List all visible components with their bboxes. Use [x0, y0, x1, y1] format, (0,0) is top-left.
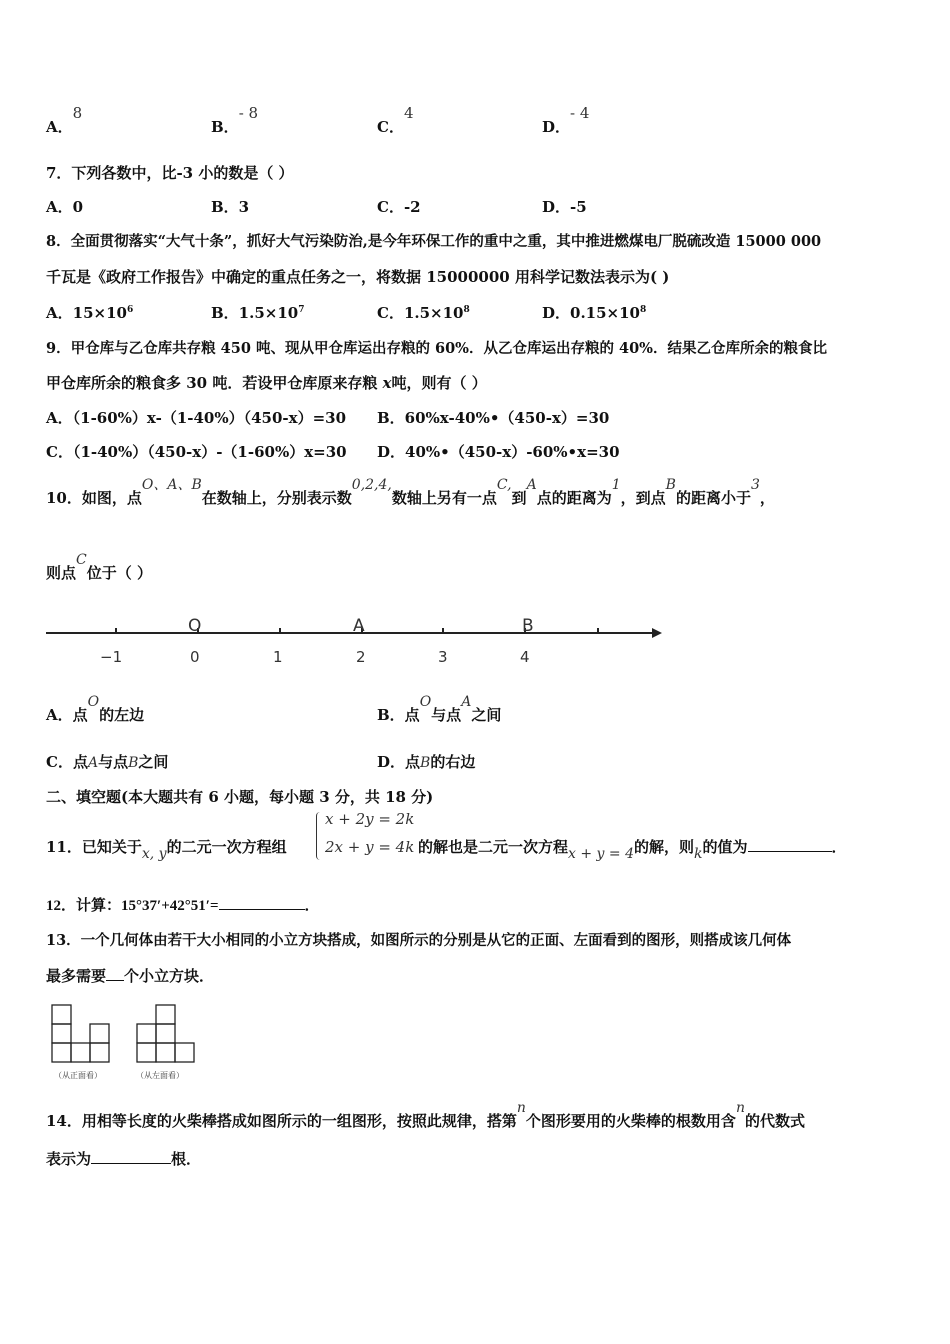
cube-square: [156, 1005, 175, 1024]
q13-answer-blank[interactable]: [106, 980, 124, 981]
q8-option-a-exp: 6: [126, 305, 134, 315]
cube-square: [137, 1024, 156, 1043]
cube-square: [52, 1005, 71, 1024]
number-line-figure: [40, 610, 670, 672]
section-2-heading: 二、填空题(本大题共有 6 小题，每小题 3 分，共 18 分): [46, 788, 434, 806]
q8-option-b-exp: 7: [298, 305, 305, 315]
cube-square: [71, 1043, 90, 1062]
q13-l2b: 个小立方块．: [124, 967, 215, 985]
q6-option-a: [46, 104, 83, 137]
q7-option-c: C．-2: [377, 198, 421, 216]
q6-option-b-value: - 8: [238, 104, 259, 122]
cube-square: [175, 1043, 194, 1062]
cube-square: [90, 1043, 109, 1062]
q10-option-c-c: 之间: [138, 753, 169, 771]
q9-option-a: A．（1-60%）x-（1-40%）（450-x）=30: [46, 409, 347, 427]
q14-m2: n: [735, 1100, 745, 1116]
q10-option-a: [46, 694, 145, 725]
q11-t5: 的值为: [702, 838, 748, 856]
q11-stem-part1: [46, 836, 287, 862]
q8-option-c: [377, 302, 470, 323]
q12-text: 12．计算：15°37′+42°51′=: [46, 898, 219, 914]
q8-option-d-label: D．0.15×10: [542, 304, 640, 322]
q10-m1: O、A、B: [141, 477, 202, 493]
q14-stem-line2: [46, 1148, 201, 1169]
q10-l2m: C: [76, 552, 87, 568]
q13-l2a: 最多需要: [46, 967, 107, 985]
q6-option-b-label: B．: [211, 118, 239, 136]
tick-label: 1: [273, 648, 283, 666]
q10-m6: B: [665, 477, 676, 493]
q10-t7: 的距离小于: [675, 489, 751, 507]
q10-option-a-b: 的左边: [99, 706, 145, 724]
q7-option-b: B．3: [211, 198, 250, 216]
q12-end: ．: [304, 898, 320, 914]
q9-stem-line2: [46, 372, 487, 393]
q10-option-a-a: A．点: [46, 706, 88, 724]
q8-option-a: [46, 302, 133, 323]
left-view: [137, 1005, 194, 1062]
q13-stem-line1: 13．一个几何体由若干大小相同的小立方块搭成，如图所示的分别是从它的正面、左面看到的图形，则搭成该几何体: [46, 932, 792, 949]
q10-option-c-m1: A: [87, 755, 99, 771]
q11-t3: 的解也是二元一次方程: [418, 838, 569, 856]
q14-stem-line1: [46, 1100, 805, 1131]
q9-option-d: D．40%•（450-x）-60%•x=30: [377, 443, 620, 461]
tick-label: 0: [190, 648, 200, 666]
q10-option-d-b: 的右边: [430, 753, 476, 771]
q9-option-b: B．60%x-40%•（450-x）=30: [377, 409, 610, 427]
cube-views-figure: [44, 1000, 204, 1084]
point-b-label: B: [522, 616, 534, 636]
q9-stem-line2-b: 吨，则有（ ）: [391, 374, 487, 392]
q10-option-d-m: B: [420, 755, 431, 771]
q7-option-d: D．-5: [542, 198, 587, 216]
cube-square: [137, 1043, 156, 1062]
q9-stem-line1: 9．甲仓库与乙仓库共存粮 450 吨、现从甲仓库运出存粮的 60%．从乙仓库运出存粮的 40%．结果乙仓库所余的粮食比: [46, 340, 827, 357]
q8-option-a-label: A．15×10: [46, 304, 127, 322]
q8-option-d: [542, 302, 646, 323]
q10-option-d: [377, 751, 475, 772]
q14-answer-blank[interactable]: [91, 1163, 171, 1164]
q7-option-a: A．0: [46, 198, 84, 216]
tick-label: 3: [438, 648, 448, 666]
q10-option-b-m2: A: [461, 694, 472, 710]
q10-option-b: [377, 694, 502, 725]
q14-l2a: 表示为: [46, 1150, 92, 1168]
q11-t4: 的解，则: [634, 838, 695, 856]
q9-option-c: C．（1-40%）（450-x）-（1-60%）x=30: [46, 443, 347, 461]
tick-label: 2: [356, 648, 366, 666]
front-view: [52, 1005, 109, 1062]
q11-eq2: 2x + y = 4k: [325, 838, 415, 856]
q10-option-c-b: 与点: [98, 753, 129, 771]
q6-option-d: [542, 104, 590, 137]
q10-option-b-a: B．点: [377, 706, 420, 724]
cube-square: [52, 1024, 71, 1043]
q10-stem-line2: [46, 552, 152, 583]
q10-t5: 点的距离为: [536, 489, 612, 507]
q11-m2: x + y = 4: [568, 846, 634, 862]
q14-t3: 的代数式: [744, 1112, 805, 1130]
q13-stem-line2: [46, 965, 214, 986]
cube-square: [52, 1043, 71, 1062]
q9-stem-line2-a: 甲仓库所余的粮食多 30 吨．若设甲仓库原来存粮: [46, 374, 383, 392]
q8-option-c-label: C．1.5×10: [377, 304, 464, 322]
cube-square: [156, 1043, 175, 1062]
q10-t4: 到: [511, 489, 527, 507]
cube-square: [90, 1024, 109, 1043]
q10-t1: 10．如图，点: [46, 489, 142, 507]
point-o-label: O: [188, 616, 202, 636]
q10-m3: C,: [496, 477, 512, 493]
q11-answer-blank[interactable]: [748, 851, 832, 852]
q11-eq1: x + 2y = 2k: [325, 810, 415, 828]
q11-t1: 11．已知关于: [46, 838, 142, 856]
q10-t2: 在数轴上，分别表示数: [201, 489, 352, 507]
q11-m3: k: [694, 846, 703, 862]
q8-option-c-exp: 8: [463, 305, 470, 315]
q8-option-b-label: B．1.5×10: [211, 304, 299, 322]
q6-option-d-value: - 4: [570, 104, 590, 122]
q10-t3: 数轴上另有一点: [391, 489, 497, 507]
q11-m1: x, y: [141, 846, 167, 862]
q11-brace: [316, 812, 320, 860]
q12-stem: [46, 894, 320, 915]
tick-label: −1: [100, 648, 123, 666]
q10-m2: 0,2,4,: [351, 477, 392, 493]
q6-option-c: [377, 104, 414, 137]
q10-l2b: 位于（ ）: [86, 564, 152, 582]
tick-label: 4: [520, 648, 530, 666]
q14-l2b: 根．: [171, 1150, 202, 1168]
q8-stem-line1: 8．全面贯彻落实“大气十条”，抓好大气污染防治,是今年环保工作的重中之重，其中推进燃煤电厂脱硫改造 15000 000: [46, 233, 822, 250]
q10-option-b-b: 与点: [431, 706, 462, 724]
q6-option-c-label: C．: [377, 118, 404, 136]
q14-m1: n: [516, 1100, 526, 1116]
q12-answer-blank[interactable]: [219, 909, 305, 910]
q10-m5: 1: [611, 477, 621, 493]
q11-t2: 的二元一次方程组: [166, 838, 287, 856]
q14-t2: 个图形要用的火柴棒的根数用含: [525, 1112, 736, 1130]
q7-stem: 7．下列各数中，比-3 小的数是（ ）: [46, 164, 294, 182]
q8-option-d-exp: 8: [639, 305, 647, 315]
point-a-label: A: [353, 616, 365, 636]
q10-option-a-m: O: [87, 694, 100, 710]
number-line-arrow-icon: [652, 628, 662, 638]
q10-option-c-a: C．点: [46, 753, 88, 771]
q10-option-c: [46, 751, 168, 772]
q6-option-d-label: D．: [542, 118, 571, 136]
q10-t8: ，: [759, 489, 775, 507]
q8-option-b: [211, 302, 304, 323]
q10-option-b-c: 之间: [471, 706, 502, 724]
q9-variable-x: x: [382, 374, 392, 392]
q10-t6: ，到点: [620, 489, 666, 507]
q10-option-d-a: D．点: [377, 753, 421, 771]
q10-l2a: 则点: [46, 564, 77, 582]
q11-stem-part2: [418, 836, 847, 862]
q10-m4: A: [526, 477, 537, 493]
q6-option-a-label: A．: [46, 118, 73, 136]
q10-m7: 3: [750, 477, 760, 493]
front-view-caption: （从正面看）: [54, 1071, 102, 1080]
q8-stem-line2: 千瓦是《政府工作报告》中确定的重点任务之一，将数据 15000000 用科学记数法表示为( ): [46, 268, 670, 286]
q6-option-b: [211, 104, 259, 137]
q6-option-c-value: 4: [403, 104, 414, 122]
q10-option-b-m1: O: [419, 694, 432, 710]
q14-t1: 14．用相等长度的火柴棒搭成如图所示的一组图形，按照此规律，搭第: [46, 1112, 517, 1130]
cube-square: [156, 1024, 175, 1043]
q6-option-a-value: 8: [72, 104, 83, 122]
left-view-caption: （从左面看）: [136, 1071, 184, 1080]
q11-t6: ．: [831, 838, 847, 856]
q10-stem-line1: [46, 477, 775, 508]
q10-option-c-m2: B: [128, 755, 139, 771]
